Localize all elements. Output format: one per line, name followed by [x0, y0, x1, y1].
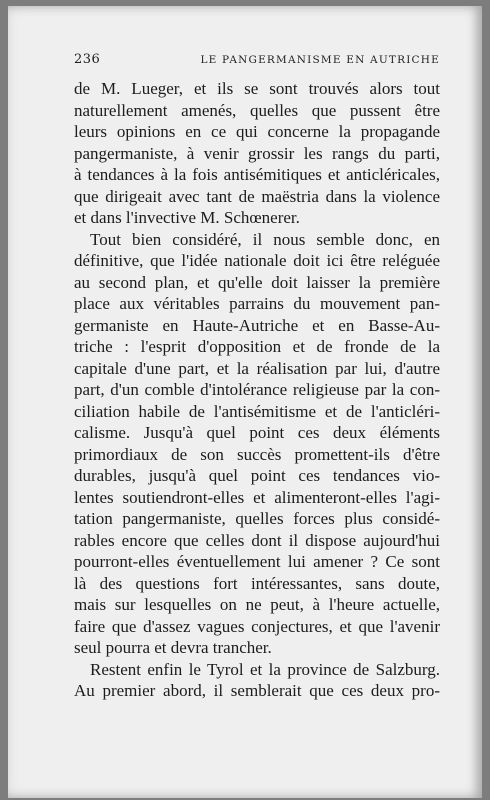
text-line: capitale d'une part, et la réalisation par lui, d'autre [74, 358, 440, 378]
running-title: LE PANGERMANISME EN AUTRICHE [200, 54, 440, 66]
text-line: part, d'un comble d'intolérance religieuse par la con- [74, 380, 440, 399]
text-line: pangermaniste, à venir grossir les rangs du parti, [74, 143, 440, 163]
text-line: primordiaux de son succès promettent-ils d'être [74, 444, 440, 464]
text-line: durables, jusqu'à quel point ces tendances vio- [74, 466, 440, 485]
text-line: seul pourra et devra trancher. [74, 638, 272, 657]
text-line: et dans l'invective M. Schœnerer. [74, 208, 300, 227]
text-line: lentes soutiendront-elles et alimenteront-elles l'agi- [74, 487, 440, 507]
text-line: Tout bien considéré, il nous semble donc, en [90, 229, 440, 249]
text-line: rables encore que celles dont il dispose aujourd'hui [74, 530, 440, 550]
text-line: germaniste en Haute-Autriche et en Basse-Au- [74, 315, 440, 335]
page-number: 236 [74, 52, 101, 67]
text-line: calisme. Jusqu'à quel point ces deux éléments [74, 423, 440, 442]
text-line: définitive, que l'idée nationale doit ici être reléguée [74, 251, 440, 270]
text-line: mais sur lesquelles on ne peut, à l'heure actuelle, [74, 595, 440, 614]
text-line: pourront-elles éventuellement lui amener ? Ce sont [74, 552, 440, 571]
text-line: faire que d'assez vagues conjectures, et que l'avenir [74, 616, 440, 636]
text-line: au second plan, et qu'elle doit laisser la première [74, 272, 440, 292]
book-page [8, 6, 482, 798]
text-line: de M. Lueger, et ils se sont trouvés alors tout [74, 79, 440, 98]
text-line: triche : l'esprit d'opposition et de fronde de la [74, 337, 440, 356]
text-line: tation pangermaniste, quelles forces plus considé- [74, 509, 440, 528]
page-header [74, 52, 440, 68]
text-line: que dirigeait avec tant de maëstria dans la violence [74, 186, 440, 206]
text-line: là des questions fort intéressantes, sans doute, [74, 573, 440, 593]
text-line: naturellement amenés, quelles que pussent être [74, 100, 440, 120]
body-text [74, 78, 440, 702]
text-line: Au premier abord, il semblerait que ces deux pro- [74, 681, 440, 700]
text-line: à tendances à la fois antisémitiques et anticléricales, [74, 165, 440, 184]
text-line: ciliation habile de l'antisémitisme et de l'anticléri- [74, 401, 440, 421]
text-line: leurs opinions en ce qui concerne la propagande [74, 122, 440, 141]
text-line: Restent enfin le Tyrol et la province de Salzburg. [90, 659, 440, 679]
text-line: place aux véritables parrains du mouvement pan- [74, 294, 440, 313]
